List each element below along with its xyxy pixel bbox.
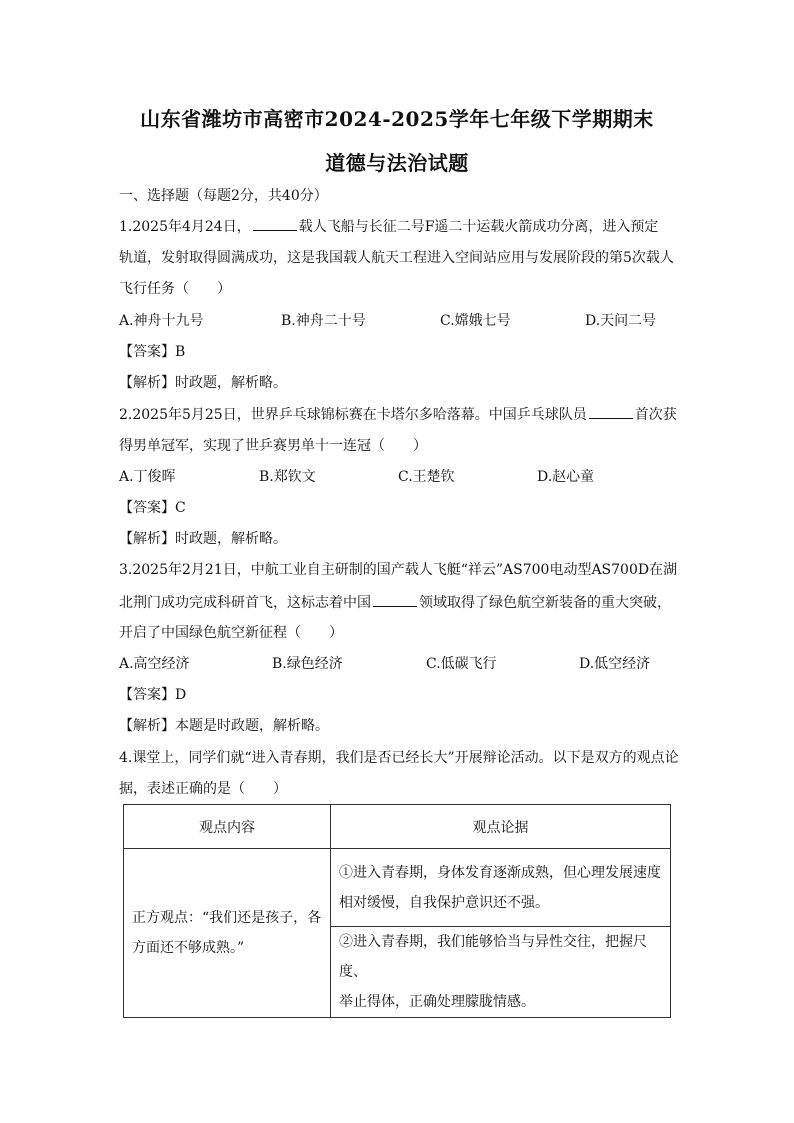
- q3-analysis: 【解析】本题是时政题，解析略。: [119, 718, 329, 734]
- table-row: [124, 849, 671, 927]
- q1-line1-b: 载人飞船与长征二号F遥二十运载火箭成功分离，进入预定: [298, 219, 659, 235]
- q2-blank: [589, 404, 633, 419]
- q2-line1-a: 2.2025年5月25日，世界乒乓球锦标赛在卡塔尔多哈落幕。中国乒乓球队员: [119, 407, 587, 423]
- q3-line2-a: 北荆门成功完成科研首飞，这标志着中国: [119, 595, 371, 611]
- q1-option-a: A.神舟十九号: [119, 313, 204, 329]
- viewpoint-line1: 正方观点：“我们还是孩子，各: [132, 910, 322, 926]
- q2-option-a: A.丁俊晖: [119, 469, 176, 485]
- q2-option-c: C.王楚钦: [398, 469, 455, 485]
- q2-answer: 【答案】C: [119, 500, 186, 516]
- table-cell-evidence-2: [331, 927, 671, 1018]
- evidence-1-line1: ①进入青春期，身体发育逐渐成熟，但心理发展速度: [339, 864, 661, 881]
- evidence-2-line2: 举止得体，正确处理朦胧情感。: [339, 994, 535, 1010]
- q3-option-d: D.低空经济: [579, 656, 651, 672]
- q4-argument-table: [123, 804, 671, 1018]
- exam-subtitle: 道德与法治试题: [325, 151, 469, 175]
- q3-option-a: A.高空经济: [119, 656, 190, 672]
- q1-answer: 【答案】B: [119, 344, 186, 360]
- q3-line1: 3.2025年2月21日，中航工业自主研制的国产载人飞艇“祥云”AS700电动型AS700D在湖: [119, 562, 678, 578]
- q1-blank: [253, 216, 297, 231]
- q2-line1-b: 首次获: [634, 407, 677, 423]
- exam-title: 山东省潍坊市高密市2024-2025学年七年级下学期期末: [140, 107, 654, 131]
- q2-line1: [119, 404, 679, 425]
- q2-analysis: 【解析】时政题，解析略。: [119, 531, 287, 547]
- table-header-row: [124, 805, 671, 849]
- q1-option-b: B.神舟二十号: [281, 313, 366, 329]
- q1-line3: 飞行任务（ ）: [119, 281, 231, 297]
- q3-answer: 【答案】D: [119, 687, 187, 703]
- table-header-evidence: 观点论据: [331, 805, 671, 849]
- q3-option-c: C.低碳飞行: [426, 656, 497, 672]
- q2-option-b: B.郑钦文: [259, 469, 316, 485]
- q1-analysis: 【解析】时政题，解析略。: [119, 375, 287, 391]
- q2-option-d: D.赵心童: [537, 469, 595, 485]
- q1-option-c: C.嫦娥七号: [440, 313, 511, 329]
- table-cell-evidence-1: [331, 849, 671, 927]
- q4-line2: 据，表述正确的是（ ）: [119, 781, 287, 797]
- q1-line1-a: 1.2025年4月24日，: [119, 219, 251, 235]
- q2-line2: 得男单冠军，实现了世乒赛男单十一连冠（ ）: [119, 438, 427, 454]
- viewpoint-line2: 方面还不够成熟。”: [132, 940, 245, 956]
- table-header-viewpoint: 观点内容: [124, 805, 331, 849]
- q3-blank: [373, 592, 417, 607]
- q1-line1: [119, 216, 679, 237]
- q3-option-b: B.绿色经济: [272, 656, 343, 672]
- section-heading: 一、选择题（每题2分，共40分）: [119, 188, 328, 204]
- q3-line2: [119, 592, 679, 613]
- q3-line2-b: 领域取得了绿色航空新装备的重大突破，: [419, 595, 671, 611]
- evidence-2-line1: ②进入青春期，我们能够恰当与异性交往，把握尺度、: [339, 934, 647, 980]
- q4-line1: 4.课堂上，同学们就“进入青春期，我们是否已经长大”开展辩论活动。以下是双方的观点论: [119, 750, 679, 766]
- evidence-1-line2: 相对缓慢，自我保护意识还不强。: [339, 894, 549, 911]
- q1-option-d: D.天问二号: [585, 313, 657, 329]
- q3-line3: 开启了中国绿色航空新征程（ ）: [119, 625, 343, 641]
- q1-line2: 轨道，发射取得圆满成功，这是我国载人航天工程进入空间站应用与发展阶段的第5次载人: [119, 250, 674, 266]
- table-cell-viewpoint: [124, 849, 331, 1018]
